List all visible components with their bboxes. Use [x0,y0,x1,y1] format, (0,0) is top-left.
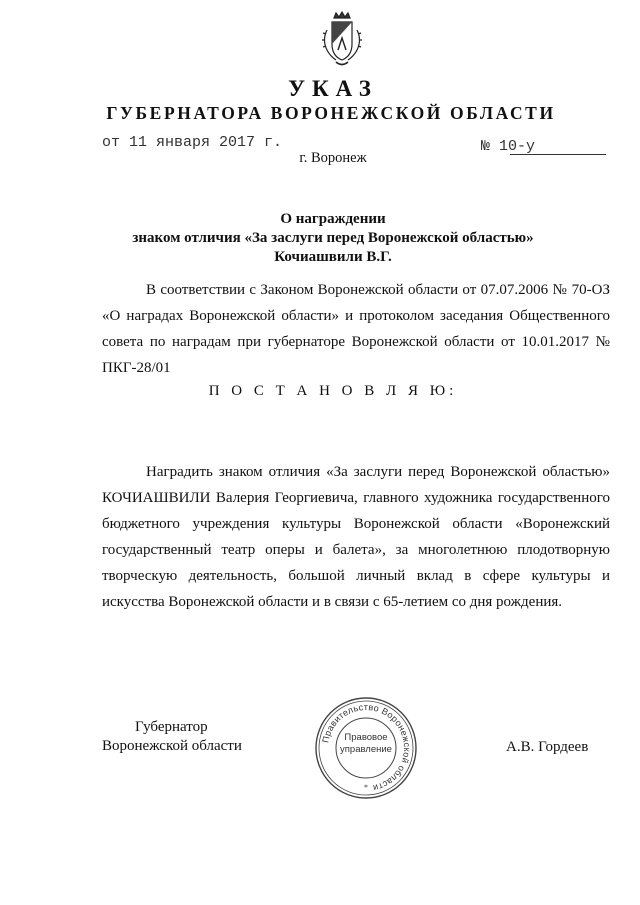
signer-name: А.В. Гордеев [506,739,589,755]
stamp-inner-line-2: управление [340,744,392,755]
document-number: № 10-у [481,138,536,155]
subject-line-2: знаком отличия «За заслуги перед Воронежской областью» [132,230,534,246]
stamp-inner-line-1: Правовое [344,732,388,743]
decree-heading: П О С Т А Н О В Л Я Ю: [208,383,458,399]
award-paragraph: Наградить знаком отличия «За заслуги перед Воронежской областью» КОЧИАШВИЛИ Валерия Георгиевича, главного художника государственного бюджетного учреждения культуры Воронежской области «Воронежский государственный театр оперы и балета», за многолетнюю плодотворную творческую деятельность, большой личный вклад в сфере культуры и искусства Воронежской области и в связи с 65-летием со дня рождения. [102,464,610,610]
signer-position-line-1: Губернатор [135,719,208,735]
document-date: от 11 января 2017 г. [102,134,283,151]
document-city: г. Воронеж [299,150,367,166]
official-stamp [312,694,420,802]
document-subtitle: ГУБЕРНАТОРА ВОРОНЕЖСКОЙ ОБЛАСТИ [106,103,556,123]
signer-position-line-2: Воронежской области [102,738,242,754]
subject-line-1: О награждении [280,211,386,227]
stamp-ring-text: Правительство Воронежской области [320,701,413,794]
stamp-star-icon: * [364,783,368,792]
preamble-paragraph: В соответствии с Законом Воронежской области от 07.07.2006 № 70-ОЗ «О наградах Воронежской области» и протоколом заседания Общественного совета по наградам при губернаторе Воронежской области от 10.01.2017 № ПКГ-28/01 [102,282,610,376]
document-title: УКАЗ [288,76,378,101]
subject-line-3: Кочиашвили В.Г. [274,249,392,265]
coat-of-arms-icon [318,10,366,70]
